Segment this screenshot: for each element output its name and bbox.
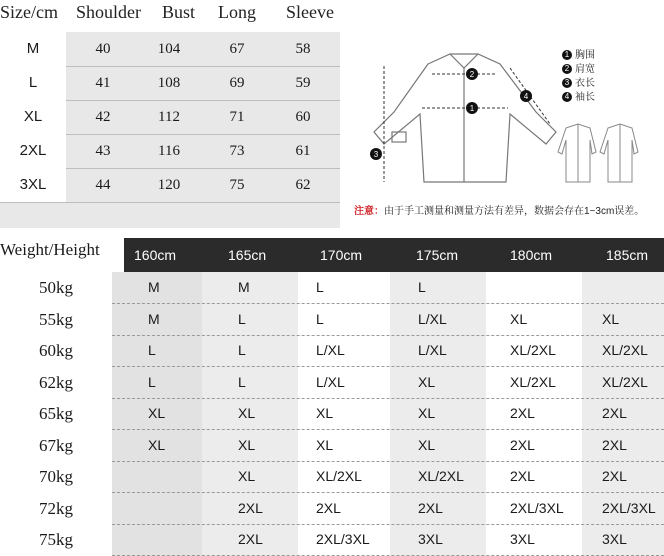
size-row bbox=[0, 134, 340, 169]
legend-number: 3 bbox=[562, 78, 572, 88]
recommended-size: L bbox=[148, 342, 156, 358]
recommended-size: L bbox=[316, 310, 324, 327]
legend-number: 2 bbox=[562, 64, 572, 74]
height-header: 185cm bbox=[606, 247, 649, 263]
recommended-size: 2XL bbox=[602, 436, 627, 453]
recommended-size: 2XL bbox=[510, 468, 535, 484]
recommended-size: XL bbox=[418, 405, 436, 421]
weight-row bbox=[0, 398, 664, 429]
recommended-size: L bbox=[148, 373, 156, 390]
size-label: M bbox=[0, 32, 66, 66]
recommended-size: XL/2XL bbox=[510, 373, 556, 390]
height-header: 165cn bbox=[228, 247, 267, 263]
measurement-diagram bbox=[340, 32, 664, 228]
recommended-size: 2XL bbox=[316, 499, 341, 516]
size-label: L bbox=[0, 66, 66, 100]
marker-1-label: 1 bbox=[469, 104, 475, 113]
height-header: 160cm bbox=[134, 247, 177, 263]
long-value: 69 bbox=[229, 75, 245, 91]
legend-item bbox=[562, 74, 595, 89]
sleeve-value: 60 bbox=[295, 109, 311, 125]
weight-row bbox=[0, 524, 664, 555]
weight-height-table bbox=[0, 272, 664, 556]
weight-label: 67kg bbox=[0, 430, 112, 461]
legend-number: 4 bbox=[562, 92, 572, 102]
recommended-size: XL bbox=[316, 436, 334, 453]
recommended-size: 3XL bbox=[418, 531, 443, 547]
weight-row bbox=[0, 461, 664, 492]
weight-row bbox=[0, 493, 664, 524]
size-cells bbox=[112, 304, 664, 336]
weight-label: 65kg bbox=[0, 398, 112, 429]
measurement-note bbox=[354, 202, 644, 217]
recommended-size: 2XL/3XL bbox=[602, 499, 656, 516]
header-long: Long bbox=[218, 2, 256, 22]
long-value: 67 bbox=[229, 41, 245, 57]
marker-3-label: 3 bbox=[373, 150, 379, 159]
recommended-size: 2XL bbox=[238, 499, 263, 516]
recommended-size: XL bbox=[238, 405, 256, 421]
recommended-size: XL/2XL bbox=[316, 468, 362, 484]
legend-label: 衣长 bbox=[575, 78, 595, 89]
size-label: XL bbox=[0, 100, 66, 134]
size-cells bbox=[112, 335, 664, 367]
bust-value: 108 bbox=[157, 75, 181, 91]
size-cells bbox=[112, 367, 664, 399]
shoulder-value: 43 bbox=[95, 143, 111, 159]
sleeve-value: 62 bbox=[295, 177, 311, 193]
shoulder-value: 44 bbox=[95, 177, 111, 193]
size-cells bbox=[112, 398, 664, 430]
legend-label: 胸围 bbox=[575, 50, 595, 61]
height-header: 180cm bbox=[510, 247, 553, 263]
jacket-front-sketch bbox=[558, 124, 596, 182]
size-cells bbox=[112, 493, 664, 525]
weight-row bbox=[0, 335, 664, 366]
weight-row bbox=[0, 272, 664, 303]
recommended-size: 2XL bbox=[238, 531, 263, 547]
recommended-size: L bbox=[316, 279, 324, 295]
weight-label: 55kg bbox=[0, 304, 112, 335]
recommended-size: XL bbox=[148, 436, 166, 453]
recommended-size: 2XL bbox=[510, 405, 535, 421]
size-cells bbox=[112, 272, 664, 304]
recommended-size: 3XL bbox=[510, 531, 535, 547]
recommended-size: L bbox=[418, 279, 426, 295]
size-cells bbox=[112, 524, 664, 556]
recommended-size: L bbox=[238, 373, 246, 390]
recommended-size: 2XL bbox=[602, 405, 627, 421]
long-value: 71 bbox=[229, 109, 245, 125]
recommended-size: 2XL bbox=[418, 499, 443, 516]
long-value: 73 bbox=[229, 143, 245, 159]
legend-item bbox=[562, 88, 595, 103]
recommended-size: L/XL bbox=[316, 342, 345, 358]
shoulder-value: 41 bbox=[95, 75, 111, 91]
legend-label: 袖长 bbox=[575, 92, 595, 103]
height-header: 175cm bbox=[416, 247, 459, 263]
height-header-row bbox=[124, 238, 664, 272]
size-row bbox=[0, 100, 340, 135]
size-label: 3XL bbox=[0, 168, 66, 202]
recommended-size: 2XL bbox=[602, 468, 627, 484]
recommended-size: XL/2XL bbox=[418, 468, 464, 484]
legend-item bbox=[562, 46, 595, 61]
note-label: 注意： bbox=[354, 206, 384, 217]
size-row bbox=[0, 32, 340, 67]
recommended-size: XL bbox=[148, 405, 166, 421]
recommended-size: XL/2XL bbox=[602, 342, 648, 358]
recommended-size: L/XL bbox=[316, 373, 345, 390]
weight-row bbox=[0, 304, 664, 335]
recommended-size: XL/2XL bbox=[602, 373, 648, 390]
size-cells bbox=[112, 461, 664, 493]
weight-label: 50kg bbox=[0, 272, 112, 303]
recommended-size: 2XL bbox=[510, 436, 535, 453]
bust-value: 104 bbox=[157, 41, 181, 57]
recommended-size: XL bbox=[418, 373, 436, 390]
recommended-size: XL bbox=[238, 468, 256, 484]
legend-number: 1 bbox=[562, 50, 572, 60]
legend-item bbox=[562, 60, 595, 75]
header-sleeve: Sleeve bbox=[286, 2, 334, 22]
marker-4-label: 4 bbox=[523, 92, 529, 101]
recommended-size: L bbox=[238, 342, 246, 358]
weight-label: 60kg bbox=[0, 335, 112, 366]
size-label: 2XL bbox=[0, 134, 66, 168]
marker-2-label: 2 bbox=[469, 70, 475, 79]
legend-label: 肩宽 bbox=[575, 64, 595, 75]
shoulder-value: 42 bbox=[95, 109, 111, 125]
shirt-illustration bbox=[340, 32, 664, 228]
recommended-size: M bbox=[238, 279, 250, 295]
recommended-size: M bbox=[148, 279, 160, 295]
weight-label: 70kg bbox=[0, 461, 112, 492]
recommended-size: L bbox=[238, 310, 246, 327]
header-size: Size/cm bbox=[0, 2, 58, 22]
size-cells bbox=[112, 430, 664, 462]
bust-value: 112 bbox=[158, 109, 180, 125]
long-value: 75 bbox=[229, 177, 245, 193]
recommended-size: M bbox=[148, 310, 160, 327]
recommended-size: 2XL/3XL bbox=[510, 499, 564, 516]
note-text: 由于手工测量和测量方法有差异，数据会存在1~3cm误差。 bbox=[384, 206, 645, 217]
recommended-size: XL bbox=[418, 436, 436, 453]
sleeve-value: 59 bbox=[295, 75, 311, 91]
weight-label: 62kg bbox=[0, 367, 112, 398]
sleeve-value: 58 bbox=[295, 41, 311, 57]
weight-row bbox=[0, 367, 664, 398]
size-row bbox=[0, 168, 340, 203]
size-table bbox=[0, 32, 340, 228]
recommended-size: L/XL bbox=[418, 310, 447, 327]
weight-height-title: Weight/Height bbox=[0, 236, 124, 270]
header-shoulder: Shoulder bbox=[76, 2, 141, 22]
bust-value: 116 bbox=[158, 143, 180, 159]
recommended-size: 3XL bbox=[602, 531, 627, 547]
recommended-size: XL bbox=[602, 310, 620, 327]
height-header: 170cm bbox=[320, 247, 363, 263]
header-bust: Bust bbox=[162, 2, 196, 22]
recommended-size: L/XL bbox=[418, 342, 447, 358]
recommended-size: XL/2XL bbox=[510, 342, 556, 358]
sleeve-value: 61 bbox=[295, 143, 311, 159]
weight-label: 72kg bbox=[0, 493, 112, 524]
size-table-header bbox=[0, 0, 664, 32]
recommended-size: XL bbox=[238, 436, 256, 453]
weight-row bbox=[0, 430, 664, 461]
recommended-size: XL bbox=[510, 310, 528, 327]
recommended-size: 2XL/3XL bbox=[316, 531, 370, 547]
bust-value: 120 bbox=[157, 177, 181, 193]
recommended-size: XL bbox=[316, 405, 334, 421]
size-row bbox=[0, 66, 340, 101]
jacket-side-sketch bbox=[600, 124, 638, 182]
weight-label: 75kg bbox=[0, 524, 112, 555]
shoulder-value: 40 bbox=[95, 41, 111, 57]
